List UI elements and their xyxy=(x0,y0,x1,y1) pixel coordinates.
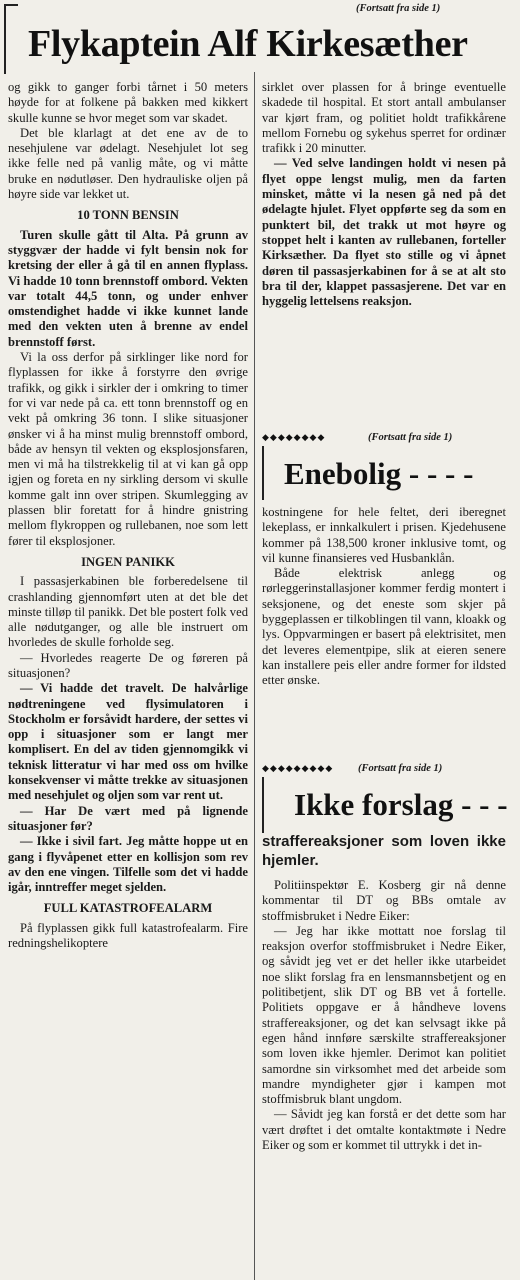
paragraph: På flyplassen gikk full katastrofealarm. Fire redningshelikoptere xyxy=(8,920,248,951)
paragraph: Politiinspektør E. Kosberg gir nå denne kommentar til DT og BBs omtale av stoffmisbruket i Nedre Eiker: xyxy=(262,878,506,923)
subheading: INGEN PANIKK xyxy=(81,554,175,569)
enebolig-headline: Enebolig - - - - xyxy=(284,456,474,491)
column-divider xyxy=(254,72,255,1280)
paragraph: — Ved selve landingen holdt vi nesen på flyet oppe lengst mulig, men da farten minsket, måtte vi la nesen gå ned på det ødelagte hjulet. Flyet oppførte seg da som en punktert bil, det trakk ut mot høyre og stoppet helt i kanten av rullebanen, forteller Kirksæther. Da flyet sto stille og vi åpnet døren til passasjerkabinen for å se at alt sto bra til der, klappet passasjerene. Det var en hyggelig lettelsens reaksjon. xyxy=(262,156,506,309)
paragraph: Vi la oss derfor på sirklinger like nord for flyplassen for ikke å forstyrre den øvrige trafikk, og gikk i sirkler der i omkring to timer for vi var nede på ca. ett tonn brennstoff og en vekt på omkring 36 tonn. I slike situasjoner ønsker vi å ha minst mulig brennstoff ombord, både av hensyn til vekten og eksplosjonsfaren, men vi må ha tilstrekkelig til at vi kan gå opp igjen og foreta en ny sirkling dersom vi skulle komme galt inn over stripen. Skumlegging av plassen blir foretatt for å hindre gnistring mellom flykroppen og rullebanen, noe som lett fører til eksplosjoner. xyxy=(8,350,248,548)
paragraph: Både elektrisk anlegg og rørleggerinstallasjoner kommer ferdig montert i seksjonene, og det eneste som skjer på byggeplassen er tilkoblingen til vann, kloakk og lys. Oppvarmingen er basert på elektrisitet, men det leveres elementpipe, slik at eieren senere kan installere peis eller andre former for ildsted etter ønske. xyxy=(262,566,506,688)
paragraph: — Hvorledes reagerte De og føreren på situasjonen? xyxy=(8,650,248,680)
ikke-forslag-lead: straffereaksjoner som loven ikke hjemler. xyxy=(262,833,506,869)
paragraph: kostningene for hele feltet, deri iberegnet lekeplass, er innkalkulert i prisen. Kjedehusene kommer på 138,500 kroner inklusive tomt, og vil kunne finansieres ved Husbanklån. xyxy=(262,505,506,565)
frame-left-rule xyxy=(4,4,6,74)
continued-from-label: (Fortsatt fra side 1) xyxy=(356,3,441,14)
paragraph: I passasjerkabinen ble forberedelsene til crashlanding gjennomført uten at det ble det minste tilløp til panikk. Det ble postert folk ved alle nødutganger, og alle ble instruert om hvorledes de skulle forholde seg. xyxy=(8,574,248,650)
paragraph: — Jeg har ikke mottatt noe forslag til reaksjon overfor stoffmisbruket i Nedre Eiker, og såvidt jeg vet er det heller ikke utarbeidet noe slikt forslag fra en lensmannsbetjent og en politibetjent, slik DT og BB vet å fortelle. Politiets oppgave er å håndheve lovens straffereaksjoner, og det kan selvsagt ikke på egen hånd innføre særskilte straffereaksjoner som loven ikke hjemler. Derimot kan politiet samordne sin virksomhet med det arbeide som mandre myndigheter gjør i kampen mot stoffmisbruk blant ungdom. xyxy=(262,923,506,1107)
ikke-forslag-continued-label: (Fortsatt fra side 1) xyxy=(358,763,443,774)
ikke-forslag-frame-left xyxy=(262,777,264,833)
page-headline: Flykaptein Alf Kirkesæther xyxy=(28,23,468,65)
paragraph: — Ikke i sivil fart. Jeg måtte hoppe ut en gang i flyvåpenet etter en kollisjon som rev av den ene vingen. Tilfelle som det vi hadde igår, inntreffer meget sjelden. xyxy=(8,834,248,895)
paragraph: sirklet over plassen for å bringe eventuelle skadede til hospital. Et stort antall ambulanser var kjørt fram, og politiet holdt trafikkårene mellom Fornebu og sykehus sperret for ordinær trafikk i 20 minutter. xyxy=(262,80,506,156)
paragraph: Det ble klarlagt at det ene av de to nesehjulene var ødelagt. Nesehjulet lot seg ikke felle ned på vanlig måte, og vi måtte bruke en nødutløser. Den hydrauliske oljen på høyre side var lekket ut. xyxy=(8,125,248,202)
ikke-forslag-headline: Ikke forslag - - - xyxy=(294,787,508,822)
paragraph: — Vi hadde det travelt. De halvårlige nødtreningene ved flysimulatoren i Stockholm er forsåvidt hardere, der settes vi opp i situasjoner som er langt mer komplisert. En del av tiden gjennomgikk vi teknisk litteratur vi har med oss om hvilke konsekvenser vi måtte trekke av situasjonen med nesehjulet og oljen som var rent ut. xyxy=(8,681,248,803)
ikke-forslag-diamond-rule: ◆◆◆◆◆◆◆◆◆ xyxy=(262,764,334,774)
frame-top-rule xyxy=(4,4,18,6)
right-column-text xyxy=(262,80,506,309)
left-column-text xyxy=(8,80,248,951)
paragraph: Turen skulle gått til Alta. På grunn av styggvær der hadde vi fylt bensin nok for kretsing der eller å gå til en annen flyplass. Vi hadde 10 tonn brennstoff ombord. Vekten var totalt 44,5 tonn, og under enhver omstendighet hadde vi ikke kunnet lande med den vekten uten å brenne av endel brennstoff først. xyxy=(8,227,248,349)
subheading: FULL KATASTROFEALARM xyxy=(43,901,213,916)
enebolig-continued-label: (Fortsatt fra side 1) xyxy=(368,432,453,443)
enebolig-frame-left xyxy=(262,446,264,500)
enebolig-diamond-rule: ◆◆◆◆◆◆◆◆ xyxy=(262,433,326,443)
ikke-forslag-text xyxy=(262,878,506,1153)
enebolig-text xyxy=(262,505,506,689)
paragraph: — Såvidt jeg kan forstå er det dette som har vært drøftet i det omtalte kontaktmøte i Nedre Eiker og som er kommet til uttrykk i det in- xyxy=(262,1107,506,1153)
subheading: 10 TONN BENSIN xyxy=(77,208,179,223)
paragraph: — Har De vært med på lignende situasjoner før? xyxy=(8,803,248,833)
paragraph: og gikk to ganger forbi tårnet i 50 meters høyde for at folkene på bakken med kikkert skulle kunne se hvor meget som var skadet. xyxy=(8,80,248,125)
